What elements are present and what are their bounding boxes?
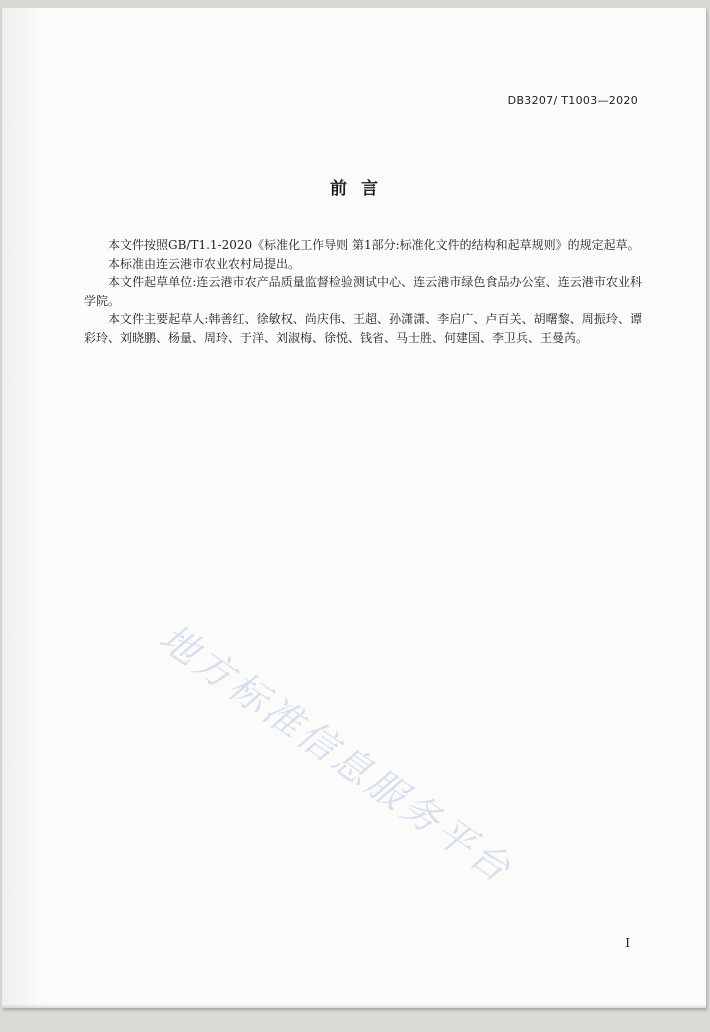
page-bottom-edge xyxy=(2,1004,706,1008)
foreword-body xyxy=(84,236,642,347)
paragraph-drafting-units: 本文件起草单位:连云港市农产品质量监督检验测试中心、连云港市绿色食品办公室、连云港市农业科学院。 xyxy=(84,275,642,308)
document-page xyxy=(2,8,706,1008)
page-title: 前言 xyxy=(330,179,392,199)
page-number: I xyxy=(625,936,630,950)
document-code: DB3207/ T1003—2020 xyxy=(507,94,638,107)
header-rule xyxy=(82,114,640,115)
paragraph-drafting-rules: 本文件按照GB/T1.1-2020《标准化工作导则 第1部分:标准化文件的结构和起草规则》的规定起草。 xyxy=(108,238,640,252)
paragraph-drafters: 本文件主要起草人:韩善红、徐敏权、尚庆伟、王超、孙潇潇、李启广、卢百关、胡曙黎、周振玲、谭彩玲、刘晓鹏、杨量、周玲、于洋、刘淑梅、徐悦、钱省、马士胜、何建国、李卫兵、王曼芮。 xyxy=(84,312,642,345)
paragraph-proposer: 本标准由连云港市农业农村局提出。 xyxy=(108,256,301,271)
watermark: 地方标准信息服务平台 xyxy=(151,615,521,893)
